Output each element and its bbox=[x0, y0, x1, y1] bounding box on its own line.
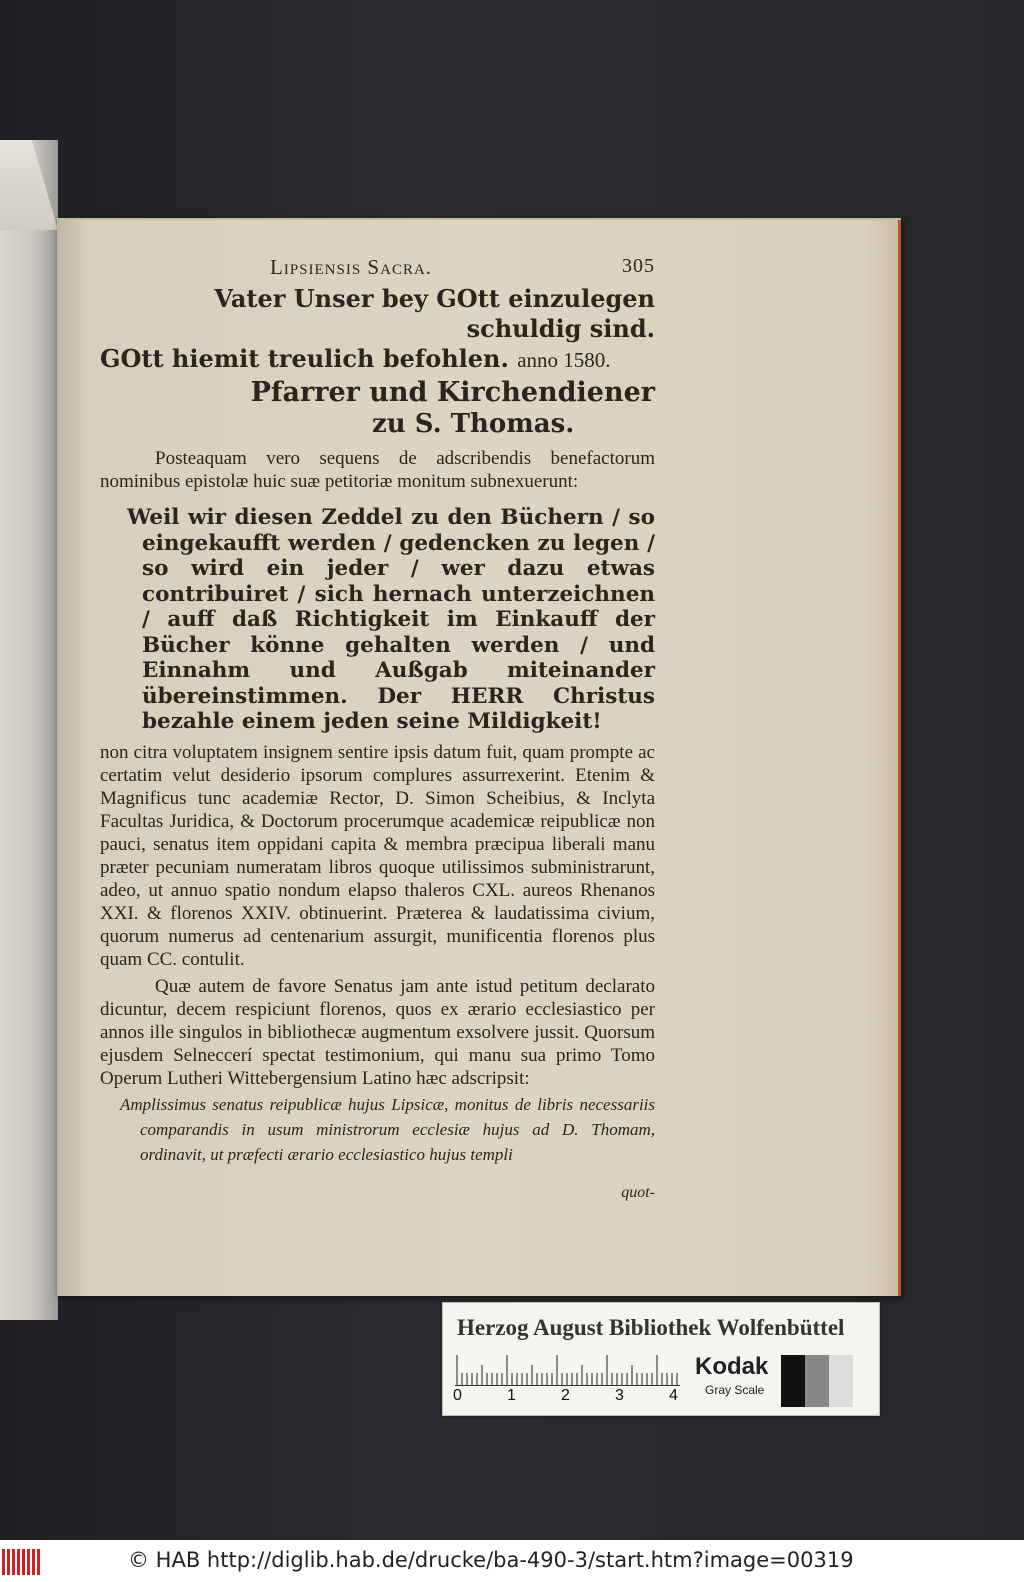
kodak-brand: Kodak bbox=[695, 1353, 769, 1380]
catchword: quot- bbox=[621, 1183, 655, 1201]
ruler-number: 3 bbox=[615, 1387, 624, 1404]
gray-swatches bbox=[781, 1355, 853, 1407]
gray-swatch bbox=[805, 1355, 829, 1407]
running-head: Lipsiensis Sacra. bbox=[270, 255, 433, 279]
fraktur-line-2 bbox=[100, 344, 655, 375]
hab-logo-icon bbox=[2, 1549, 42, 1575]
paragraph-1: Posteaquam vero sequens de adscribendis benefactorum nominibus epistolæ huic suæ petitoriæ monitum subnexuerunt: bbox=[100, 448, 655, 492]
gray-scale-label: Gray Scale bbox=[705, 1383, 765, 1397]
page-header bbox=[100, 255, 655, 280]
fraktur-line-2-main: GOtt hiemit treulich befohlen. bbox=[100, 344, 509, 373]
page-content bbox=[100, 255, 655, 1202]
library-color-card bbox=[442, 1302, 880, 1416]
paragraph-3: Quæ autem de favore Senatus jam ante istud petitum declarato dicuntur, decem respiciunt florenos, quos ex ærario ecclesiastico per annos ille singulos in bibliothecæ augmentum exsolvere jussit. Quorsum ejusdem Selneccerí spectat testimonium, qui manu sua primo Tomo Operum Lutheri Wittebergensium Latino hæc adscripsit: bbox=[100, 975, 655, 1089]
ruler-ticks bbox=[455, 1353, 680, 1385]
footer-url-text: © HAB http://diglib.hab.de/drucke/ba-490-3/start.htm?image=00319 bbox=[128, 1548, 854, 1572]
fraktur-line-1: Vater Unser bey GOtt einzulegen schuldig sind. bbox=[214, 284, 655, 343]
paragraph-2: non citra voluptatem insignem sentire ipsis datum fuit, quam prompte ac certatim velut desiderio ipsorum complures assurrexerint. Etenim & Magnificus tunc academiæ Rector, D. Simon Scheibius, & Inclyta Facultas Juridica, & Doctorum procerumque academicæ reipublicæ non pauci, senatus item oppidani capita & membra præcipua liberali manu præter pecuniam numeratam libros quoque utilissimos subministrarunt, adeo, ut annuo spatio nondum elapso thaleros CXL. aureos Rhenanos XXI. & florenos XXIV. obtinuerint. Præterea & laudatissima civium, quorum numerus ad centenarium assurgit, munificentia florenos plus quam CC. contulit. bbox=[100, 741, 655, 970]
left-page-edge bbox=[0, 140, 58, 1320]
footer-bar bbox=[0, 1540, 1024, 1582]
ruler-number: 2 bbox=[561, 1387, 570, 1404]
german-quote: Weil wir diesen Zeddel zu den Büchern / so eingekaufft werden / gedencken zu legen / so wird ein jeder / wer dazu etwas contribuiret / sich hernach unterzeichnen / auff daß Richtigkeit im Einkauff der Bücher könne gehalten werden / und Einnahm und Außgab miteinander übereinstimmen. Der HERR Christus bezahle einem jeden seine Mildigkeit! bbox=[127, 505, 655, 734]
gray-swatch bbox=[829, 1355, 853, 1407]
ruler-number: 4 bbox=[669, 1387, 678, 1404]
scale-ruler bbox=[455, 1353, 680, 1386]
ruler-number: 1 bbox=[507, 1387, 516, 1404]
signature-line-1: Pfarrer und Kirchendiener bbox=[250, 377, 655, 408]
gray-swatch bbox=[781, 1355, 805, 1407]
signature-line-2: zu S. Thomas. bbox=[372, 409, 575, 439]
italic-quote: Amplissimus senatus reipublicæ hujus Lipsicæ, monitus de libris necessariis comparandis in usum ministrorum ecclesiæ hujus ad D. Thomam, ordinavit, ut præfecti ærario ecclesiastico hujus templi bbox=[120, 1094, 655, 1164]
page-number: 305 bbox=[622, 255, 655, 277]
library-name: Herzog August Bibliothek Wolfenbüttel bbox=[457, 1315, 845, 1340]
ruler-number: 0 bbox=[453, 1387, 462, 1404]
date-text: anno 1580. bbox=[517, 348, 611, 372]
